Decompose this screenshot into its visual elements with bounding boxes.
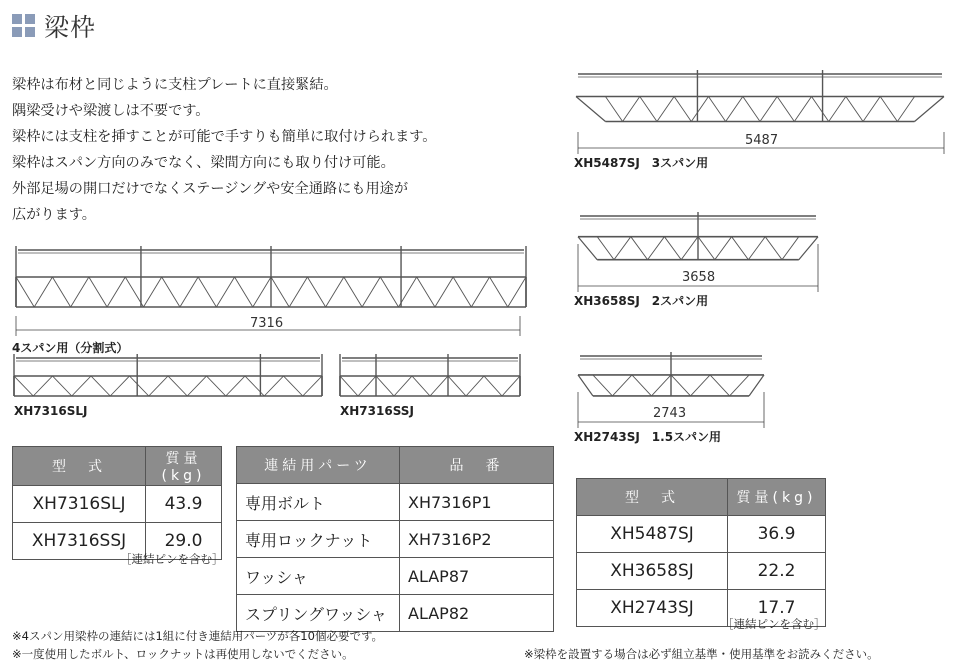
table-header: 質量(kg): [728, 479, 826, 516]
table-cell: XH2743SJ: [577, 590, 728, 627]
table-row: [13, 486, 222, 523]
dimension-7316: 7316: [250, 316, 284, 331]
footnote-2: ※一度使用したボルト、ロックナットは再使用しないでください。: [12, 647, 354, 661]
weight-table-left: [12, 446, 222, 560]
table-cell: ALAP82: [400, 595, 554, 632]
footnote-3: ※梁枠を設置する場合は必ず組立基準・使用基準をお読みください。: [524, 647, 879, 661]
table-cell: XH7316SLJ: [13, 486, 146, 523]
table-header: 品 番: [400, 447, 554, 484]
table-cell: 専用ボルト: [237, 484, 400, 521]
table-row: [237, 595, 554, 632]
table-cell: 29.0: [146, 523, 222, 560]
weight-note-left: ［連結ピンを含む］: [120, 552, 224, 566]
caption-xh7316ssj: XH7316SSJ: [340, 404, 414, 418]
description-line: 梁枠は布材と同じように支柱プレートに直接緊結。: [12, 77, 338, 93]
table-cell: XH5487SJ: [577, 516, 728, 553]
table-row: [237, 558, 554, 595]
table-row: [237, 484, 554, 521]
table-cell: XH7316P2: [400, 521, 554, 558]
dimension-2743: 2743: [653, 406, 687, 421]
parts-table: [236, 446, 554, 632]
description-line: 隅梁受けや梁渡しは不要です。: [12, 103, 210, 119]
footnote-1: ※4スパン用梁枠の連結には1組に付き連結用パーツが各10個必要です。: [12, 629, 384, 643]
table-cell: スプリングワッシャ: [237, 595, 400, 632]
table-header: 質量(kg): [146, 447, 222, 486]
description-line: 梁枠には支柱を挿すことが可能で手すりも簡単に取付けられます。: [12, 129, 437, 145]
table-header: 型 式: [13, 447, 146, 486]
table-cell: ワッシャ: [237, 558, 400, 595]
table-header: 連結用パーツ: [237, 447, 400, 484]
table-row: [577, 516, 826, 553]
dimension-3658: 3658: [682, 270, 716, 285]
table-cell: 17.7: [728, 590, 826, 627]
table-cell: 専用ロックナット: [237, 521, 400, 558]
description-line: 梁枠はスパン方向のみでなく、梁間方向にも取り付け可能。: [12, 155, 395, 171]
table-cell: XH7316SSJ: [13, 523, 146, 560]
page-title: 梁枠: [44, 13, 97, 42]
caption-xh3658sj: XH3658SJ 2スパン用: [574, 294, 709, 308]
table-row: [577, 553, 826, 590]
description-line: 外部足場の開口だけでなくステージングや安全通路にも用途が: [12, 181, 409, 197]
caption-xh7316slj: XH7316SLJ: [14, 404, 88, 418]
table-cell: XH7316P1: [400, 484, 554, 521]
caption-xh2743sj: XH2743SJ 1.5スパン用: [574, 430, 722, 444]
table-cell: ALAP87: [400, 558, 554, 595]
caption-xh5487sj: XH5487SJ 3スパン用: [574, 156, 709, 170]
weight-table-right: [576, 478, 826, 627]
table-header: 型 式: [577, 479, 728, 516]
table-cell: 36.9: [728, 516, 826, 553]
table-cell: XH3658SJ: [577, 553, 728, 590]
dimension-5487: 5487: [745, 133, 779, 148]
table-cell: 22.2: [728, 553, 826, 590]
caption-4span: 4スパン用（分割式）: [12, 341, 129, 355]
table-cell: 43.9: [146, 486, 222, 523]
table-row: [237, 521, 554, 558]
weight-note-right: ［連結ピンを含む］: [722, 617, 826, 631]
description-line: 広がります。: [12, 207, 96, 223]
